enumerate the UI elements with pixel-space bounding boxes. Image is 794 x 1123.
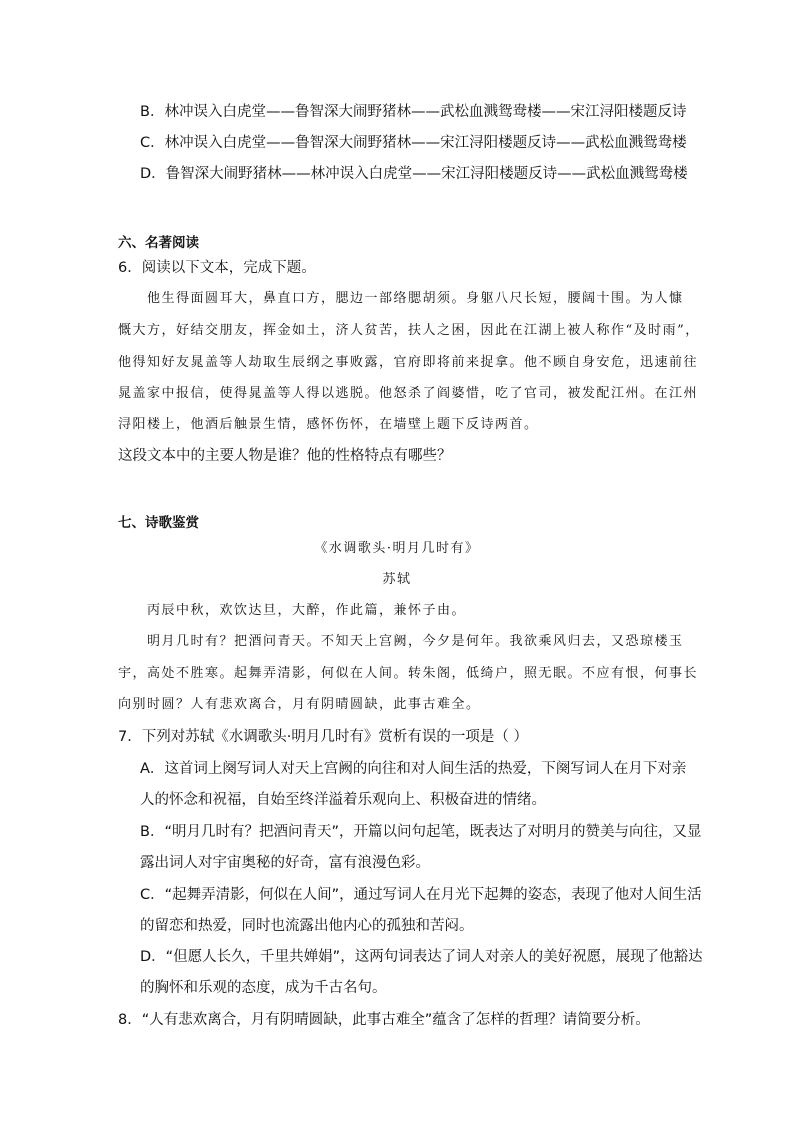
poem-author: 苏轼 (382, 572, 412, 587)
q8-stem: 8．“人有悲欢离合，月有阴晴圆缺，此事古难全”蕴含了怎样的哲理？请简要分析。 (118, 1012, 650, 1028)
q6-passage-line: 他得知好友晁盖等人劫取生辰纲之事败露，官府即将前来捉拿。他不顾自身安危，迅速前往 (118, 355, 699, 370)
q6-prompt: 这段文本中的主要人物是谁？他的性格特点有哪些？ (118, 448, 452, 464)
poem-line: 向别时圆？人有悲欢离合，月有阴晴圆缺，此事古难全。 (118, 697, 481, 712)
poem-title: 《水调歌头·明月几时有》 (314, 541, 480, 556)
q6-question: 6．阅读以下文本，完成下题。 (118, 260, 316, 276)
q6-passage-line: 晁盖家中报信，使得晁盖等人得以逃脱。他怒杀了阎婆惜，吃了官司，被发配江州。在江州 (118, 386, 699, 401)
q7-option-d-cont: 的胸怀和乐观的态度，成为千古名句。 (140, 980, 387, 996)
q6-passage-line: 浔阳楼上，他酒后触景生情，感怀伤怀，在墙壁上题下反诗两首。 (118, 417, 539, 432)
q7-option-c: C．“起舞弄清影，何似在人间”，通过写词人在月光下起舞的姿态，表现了他对人间生活 (140, 887, 702, 903)
q5-option-b: B．林冲误入白虎堂——鲁智深大闹野猪林——武松血溅鸳鸯楼——宋江浔阳楼题反诗 (140, 104, 687, 120)
q5-option-c: C．林冲误入白虎堂——鲁智深大闹野猪林——宋江浔阳楼题反诗——武松血溅鸳鸯楼 (140, 135, 687, 151)
q6-passage-line: 他生得面圆耳大，鼻直口方，腮边一部络腮胡须。身躯八尺长短，腰阔十围。为人慷 (147, 291, 684, 306)
q5-option-d: D．鲁智深大闹野猪林——林冲误入白虎堂——宋江浔阳楼题反诗——武松血溅鸳鸯楼 (140, 166, 688, 182)
q7-option-a: A．这首词上阕写词人对天上宫阙的向往和对人间生活的热爱，下阕写词人在月下对亲 (140, 761, 687, 777)
poem-preface: 丙辰中秋，欢饮达旦，大醉，作此篇，兼怀子由。 (147, 603, 467, 618)
poem-line: 明月几时有？把酒问青天。不知天上宫阙，今夕是何年。我欲乘风归去，又恐琼楼玉 (147, 634, 684, 649)
q7-option-a-cont: 人的怀念和祝福，自始至终洋溢着乐观向上、积极奋进的情绪。 (140, 792, 546, 808)
q6-passage-line: 慨大方，好结交朋友，挥金如土，济人贫苦，扶人之困，因此在江湖上被人称作“及时雨”， (118, 323, 700, 338)
q7-stem: 7．下列对苏轼《水调歌头·明月几时有》赏析有误的一项是（ ） (118, 729, 528, 745)
q7-option-b: B．“明月几时有？把酒问青天”，开篇以问句起笔，既表达了对明月的赞美与向往，又显 (140, 824, 702, 840)
q7-option-c-cont: 的留恋和热爱，同时也流露出他内心的孤独和苦闷。 (140, 918, 474, 934)
q7-option-b-cont: 露出词人对宇宙奥秘的好奇，富有浪漫色彩。 (140, 855, 430, 871)
poem-line: 宇，高处不胜寒。起舞弄清影，何似在人间。转朱阁，低绮户，照无眠。不应有恨，何事长 (118, 666, 699, 681)
section7-heading: 七、诗歌鉴赏 (118, 515, 199, 531)
q7-option-d: D．“但愿人长久，千里共婵娟”，这两句词表达了词人对亲人的美好祝愿，展现了他豁达 (140, 949, 703, 965)
section6-heading: 六、名著阅读 (118, 235, 199, 251)
